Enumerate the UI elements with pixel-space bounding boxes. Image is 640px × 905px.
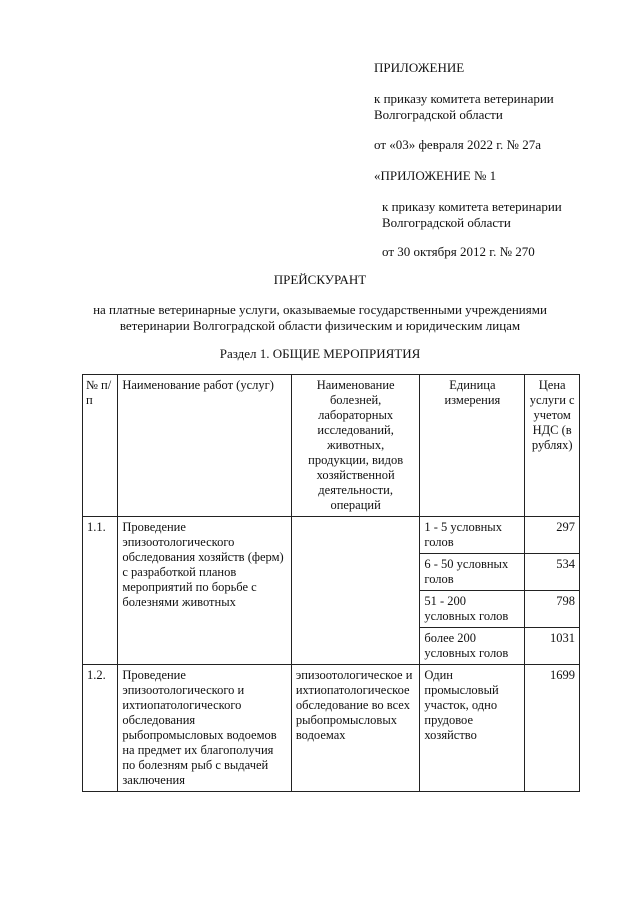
to-order-line2: Волгоградской области xyxy=(374,107,503,122)
order2-date: от 30 октября 2012 г. № 270 xyxy=(382,244,535,259)
header-price: Цена услуги с учетом НДС (в рублях) xyxy=(525,375,580,517)
order-date: от «03» февраля 2022 г. № 27а xyxy=(374,137,541,152)
document-subtitle-line1: на платные ветеринарные услуги, оказываемые государственными учреждениями xyxy=(93,302,547,317)
document-title: ПРЕЙСКУРАНТ xyxy=(273,272,367,287)
row-unit: 6 - 50 условных голов xyxy=(420,554,525,591)
row-name: Проведение эпизоотологического обследования хозяйств (ферм) с разработкой планов мероприятий по борьбе с болезнями животных xyxy=(118,517,292,665)
row-price: 798 xyxy=(525,591,580,628)
header-diseases: Наименование болезней, лабораторных исследований, животных, продукции, видов хозяйственной деятельности, операций xyxy=(291,375,420,517)
table-header-row xyxy=(83,375,580,517)
row-num: 1.1. xyxy=(83,517,118,665)
appendix1-title: «ПРИЛОЖЕНИЕ № 1 xyxy=(374,168,497,183)
to-order2-line2: Волгоградской области xyxy=(382,215,511,230)
header-num: № п/п xyxy=(83,375,118,517)
row-unit: Один промысловый участок, одно прудовое хозяйство xyxy=(420,665,525,792)
document-subtitle-line2: ветеринарии Волгоградской области физическим и юридическим лицам xyxy=(119,318,521,333)
row-diseases: эпизоотологическое и ихтиопатологическое обследование во всех рыбопромысловых водоемах xyxy=(291,665,420,792)
table-row xyxy=(83,517,580,554)
row-price: 1699 xyxy=(525,665,580,792)
price-table xyxy=(82,374,580,792)
header-name: Наименование работ (услуг) xyxy=(118,375,292,517)
row-price: 297 xyxy=(525,517,580,554)
header-unit: Единица измерения xyxy=(420,375,525,517)
row-name: Проведение эпизоотологического и ихтиопатологического обследования рыбопромысловых водоемов на предмет их благополучия по болезням рыб с выдачей заключения xyxy=(118,665,292,792)
appendix-title: ПРИЛОЖЕНИЕ xyxy=(374,60,465,75)
table-row xyxy=(83,665,580,792)
row-unit: 51 - 200 условных голов xyxy=(420,591,525,628)
row-unit: 1 - 5 условных голов xyxy=(420,517,525,554)
section-title: Раздел 1. ОБЩИЕ МЕРОПРИЯТИЯ xyxy=(219,346,421,361)
to-order2-line1: к приказу комитета ветеринарии xyxy=(382,199,562,214)
row-price: 534 xyxy=(525,554,580,591)
row-num: 1.2. xyxy=(83,665,118,792)
row-unit: более 200 условных голов xyxy=(420,628,525,665)
row-diseases xyxy=(291,517,420,665)
row-price: 1031 xyxy=(525,628,580,665)
to-order-line1: к приказу комитета ветеринарии xyxy=(374,91,554,106)
